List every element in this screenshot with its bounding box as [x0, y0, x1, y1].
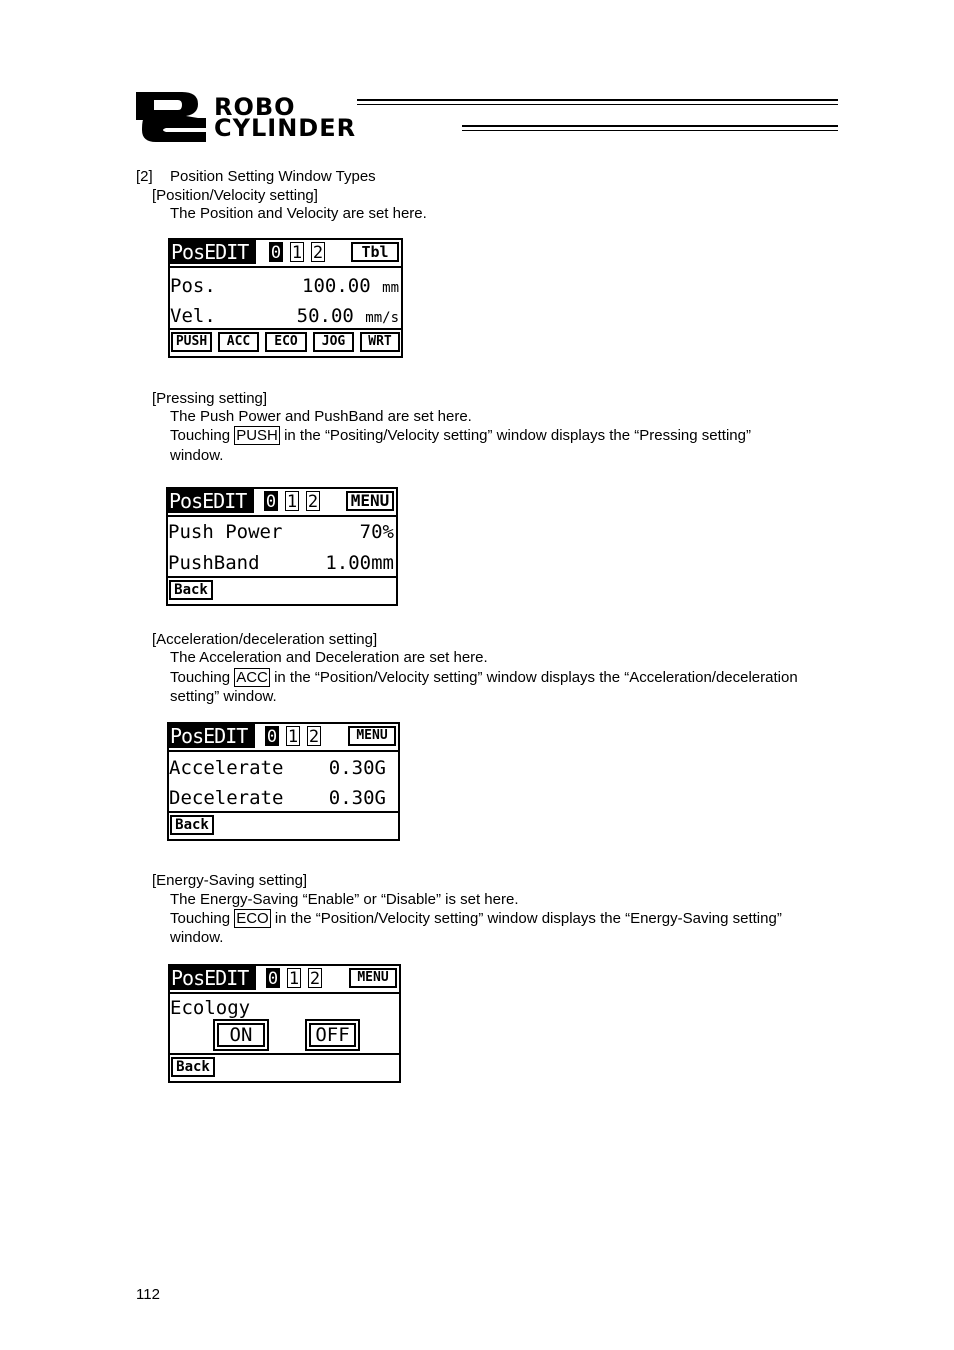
jog-button[interactable]: JOG [313, 332, 354, 352]
screen-title: PosEDIT [170, 240, 256, 264]
position-digit-2[interactable]: 2 [308, 727, 320, 747]
screen-title: PosEDIT [170, 966, 256, 990]
pressing-heading: [Pressing setting] [152, 390, 268, 407]
velocity-label: Vel. [170, 305, 216, 327]
accel-screen [167, 722, 400, 841]
header-rule-top-2 [357, 104, 838, 105]
screen-header [169, 724, 398, 752]
menu-button[interactable]: MENU [348, 726, 396, 746]
table-button[interactable]: Tbl [351, 242, 399, 262]
screen-title: PosEDIT [169, 724, 255, 748]
screen-footer [170, 328, 401, 356]
robo-cylinder-logo-icon [136, 92, 210, 142]
menu-button[interactable]: MENU [346, 491, 394, 511]
position-digit-2[interactable]: 2 [307, 492, 319, 512]
position-digit-0[interactable]: 0 [267, 969, 279, 989]
velocity-row [170, 305, 399, 327]
position-value[interactable]: 100.00 mm [302, 275, 399, 297]
accel-desc: The Acceleration and Deceleration are set here. [170, 649, 488, 666]
position-unit: mm [382, 280, 399, 296]
position-digit-1[interactable]: 1 [286, 492, 298, 512]
ecology-row [170, 997, 397, 1019]
section-title: Position Setting Window Types [170, 168, 376, 185]
back-button[interactable]: Back [170, 815, 214, 835]
screen-footer [169, 811, 398, 839]
acc-key-ref: ACC [236, 669, 268, 686]
push-band-label: PushBand [168, 552, 260, 574]
pos-vel-screen [168, 238, 403, 358]
accelerate-label: Accelerate [169, 757, 284, 779]
logo-text-cylinder: CYLINDER [214, 114, 357, 142]
position-label: Pos. [170, 275, 216, 297]
screen-footer [170, 1053, 399, 1081]
position-digit-1[interactable]: 1 [288, 969, 300, 989]
velocity-value[interactable]: 50.00 mm/s [296, 305, 399, 327]
eco-on-label: ON [217, 1023, 265, 1047]
eco-touch-end: window. [170, 929, 224, 946]
accel-heading: [Acceleration/deceleration setting] [152, 631, 378, 648]
accelerate-value[interactable]: 0.30G [328, 757, 386, 779]
logo-text-robo: ROBO [214, 93, 296, 121]
accel-touch-line: Touching ACC in the “Position/Velocity setting” window displays the “Acceleration/deceleration [170, 669, 798, 686]
screen-header [170, 240, 401, 268]
accelerate-row [169, 757, 396, 779]
back-button[interactable]: Back [169, 580, 213, 600]
pressing-desc: The Push Power and PushBand are set here. [170, 408, 472, 425]
position-digit-2[interactable]: 2 [309, 969, 321, 989]
decelerate-label: Decelerate [169, 787, 284, 809]
pressing-screen [166, 487, 398, 606]
position-digit-0[interactable]: 0 [266, 727, 278, 747]
position-row [170, 275, 399, 297]
header-rule-bottom-2 [462, 130, 838, 131]
pressing-touch-end: window. [170, 447, 224, 464]
velocity-unit: mm/s [365, 310, 399, 326]
eco-heading: [Energy-Saving setting] [152, 872, 308, 889]
back-button[interactable]: Back [171, 1057, 215, 1077]
section-number: [2] [136, 168, 153, 185]
position-digit-2[interactable]: 2 [312, 243, 324, 263]
position-digit-1[interactable]: 1 [287, 727, 299, 747]
eco-off-label: OFF [309, 1023, 356, 1047]
eco-desc: The Energy-Saving “Enable” or “Disable” is set here. [170, 891, 519, 908]
push-power-value[interactable]: 70% [359, 521, 394, 543]
pressing-touch-line: Touching PUSH in the “Positing/Velocity setting” window displays the “Pressing setting” [170, 427, 751, 444]
push-key-ref: PUSH [236, 427, 278, 444]
acc-button[interactable]: ACC [218, 332, 259, 352]
position-digit-1[interactable]: 1 [291, 243, 303, 263]
page-number: 112 [136, 1286, 160, 1303]
screen-header [168, 489, 396, 517]
wrt-button[interactable]: WRT [360, 332, 400, 352]
eco-on-button[interactable] [213, 1019, 269, 1051]
push-band-row [168, 552, 394, 574]
eco-key-ref: ECO [236, 910, 269, 927]
header-rule-bottom-1 [462, 125, 838, 127]
ecology-label: Ecology [170, 997, 251, 1019]
position-digit-0[interactable]: 0 [270, 243, 282, 263]
position-digit-0[interactable]: 0 [265, 492, 277, 512]
screen-title: PosEDIT [168, 489, 254, 513]
push-button[interactable]: PUSH [171, 332, 212, 352]
push-power-label: Push Power [168, 521, 283, 543]
header-rule-top-1 [357, 99, 838, 101]
screen-footer [168, 576, 396, 604]
decelerate-row [169, 787, 396, 809]
pos-vel-desc: The Position and Velocity are set here. [170, 205, 427, 222]
eco-screen [168, 964, 401, 1083]
decelerate-value[interactable]: 0.30G [328, 787, 386, 809]
eco-button[interactable]: ECO [265, 332, 307, 352]
accel-touch-end: setting” window. [170, 688, 277, 705]
pos-vel-heading: [Position/Velocity setting] [152, 187, 318, 204]
push-band-value[interactable]: 1.00mm [325, 552, 394, 574]
eco-off-button[interactable] [305, 1019, 360, 1051]
menu-button[interactable]: MENU [349, 968, 397, 988]
push-power-row [168, 521, 394, 543]
eco-touch-line: Touching ECO in the “Position/Velocity setting” window displays the “Energy-Saving setting” [170, 910, 782, 927]
screen-header [170, 966, 399, 994]
